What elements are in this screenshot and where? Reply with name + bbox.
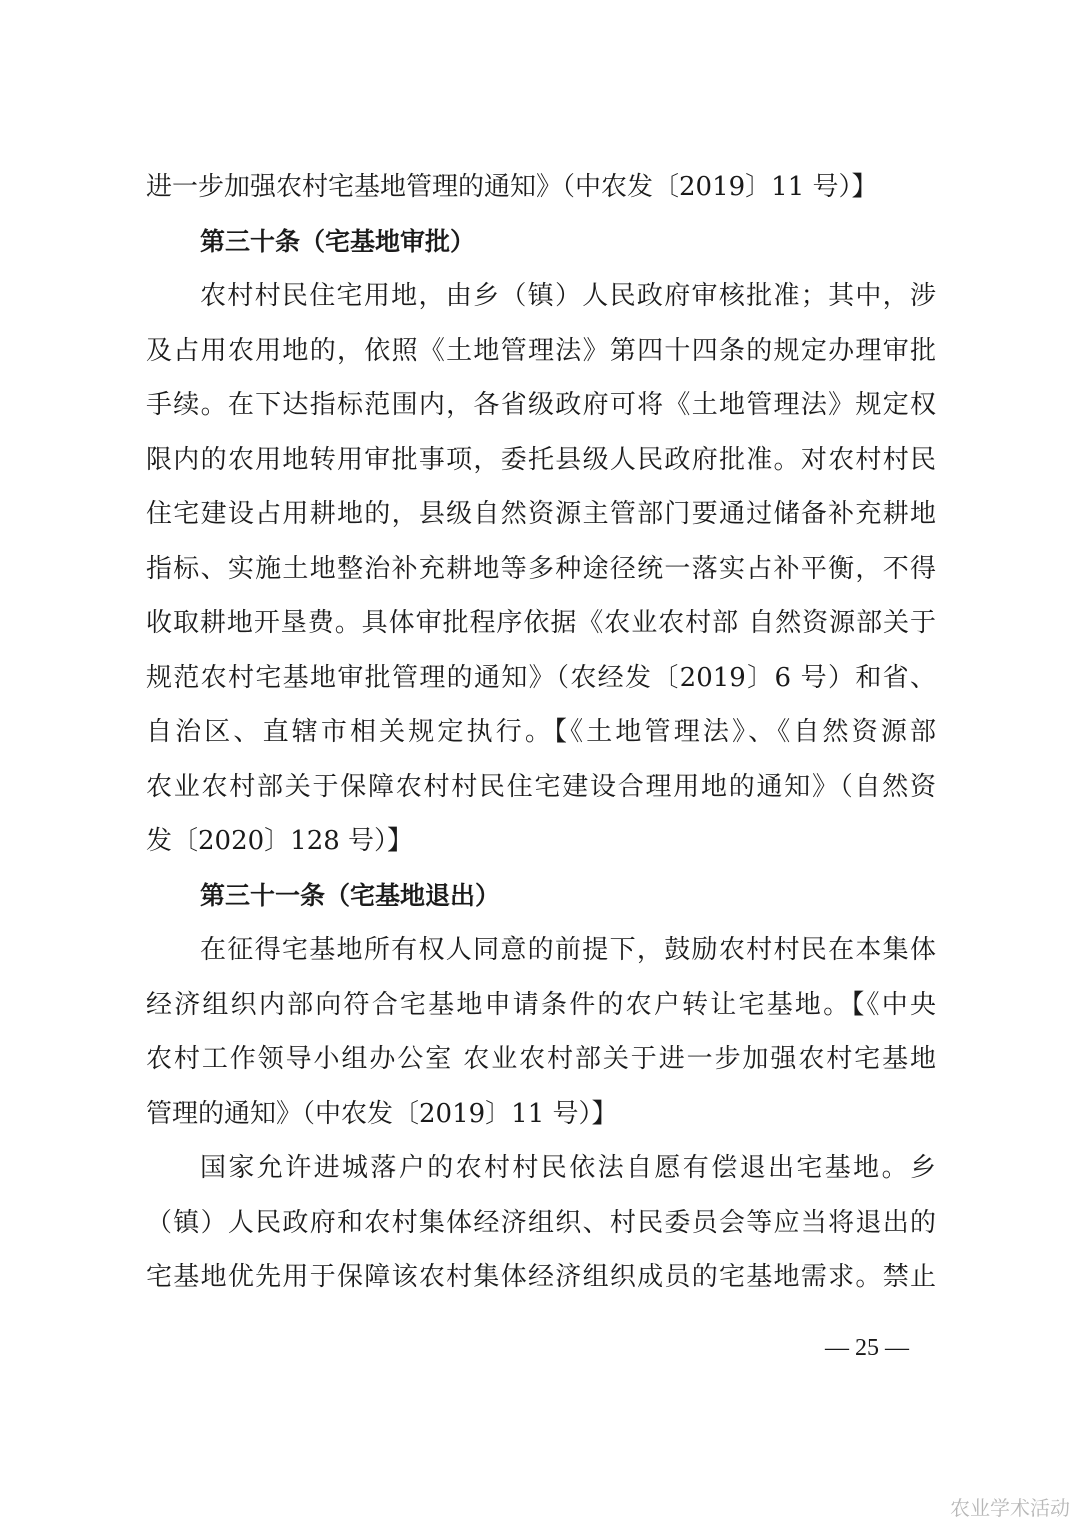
body-line: 农业农村部关于保障农村村民住宅建设合理用地的通知》（自然资 [146, 771, 936, 802]
body-line: 自治区、直辖市相关规定执行。【《土地管理法》、《自然资源部 [146, 717, 936, 747]
body-line: 农村村民住宅用地，由乡（镇）人民政府审核批准；其中，涉 [200, 281, 936, 311]
article-31-heading: 第三十一条（宅基地退出） [200, 880, 501, 910]
body-line: 经济组织内部向符合宅基地申请条件的农户转让宅基地。【《中央 [146, 989, 936, 1020]
body-line: 限内的农用地转用审批事项，委托县级人民政府批准。对农村村民 [146, 444, 936, 475]
body-line: 宅基地优先用于保障该农村集体经济组织成员的宅基地需求。禁止 [146, 1262, 936, 1292]
body-line: 进一步加强农村宅基地管理的通知》（中农发〔2019〕11 号）】 [146, 172, 878, 202]
page-number: — 25 — [825, 1335, 909, 1361]
body-line: 农村工作领导小组办公室 农业农村部关于进一步加强农村宅基地 [146, 1044, 936, 1074]
article-30-heading: 第三十条（宅基地审批） [200, 226, 476, 256]
body-line: 住宅建设占用耕地的，县级自然资源主管部门要通过储备补充耕地 [146, 499, 936, 529]
body-line: 规范农村宅基地审批管理的通知》（农经发〔2019〕6 号）和省、 [146, 662, 936, 693]
body-line: （镇）人民政府和农村集体经济组织、村民委员会等应当将退出的 [146, 1207, 936, 1238]
body-line: 及占用农用地的，依照《土地管理法》第四十四条的规定办理审批 [146, 335, 936, 366]
body-line: 手续。在下达指标范围内，各省级政府可将《土地管理法》规定权 [146, 390, 936, 420]
body-line: 收取耕地开垦费。具体审批程序依据《农业农村部 自然资源部关于 [146, 608, 936, 638]
body-line: 在征得宅基地所有权人同意的前提下，鼓励农村村民在本集体 [200, 935, 936, 965]
body-line: 国家允许进城落户的农村村民依法自愿有偿退出宅基地。乡 [200, 1153, 936, 1183]
body-line: 管理的通知》（中农发〔2019〕11 号）】 [146, 1098, 618, 1129]
body-text [146, 160, 936, 1305]
watermark-text: 农业学术活动 [950, 1496, 1070, 1520]
body-line: 指标、实施土地整治补充耕地等多种途径统一落实占补平衡，不得 [146, 553, 936, 584]
body-line: 发〔2020〕128 号）】 [146, 826, 414, 856]
